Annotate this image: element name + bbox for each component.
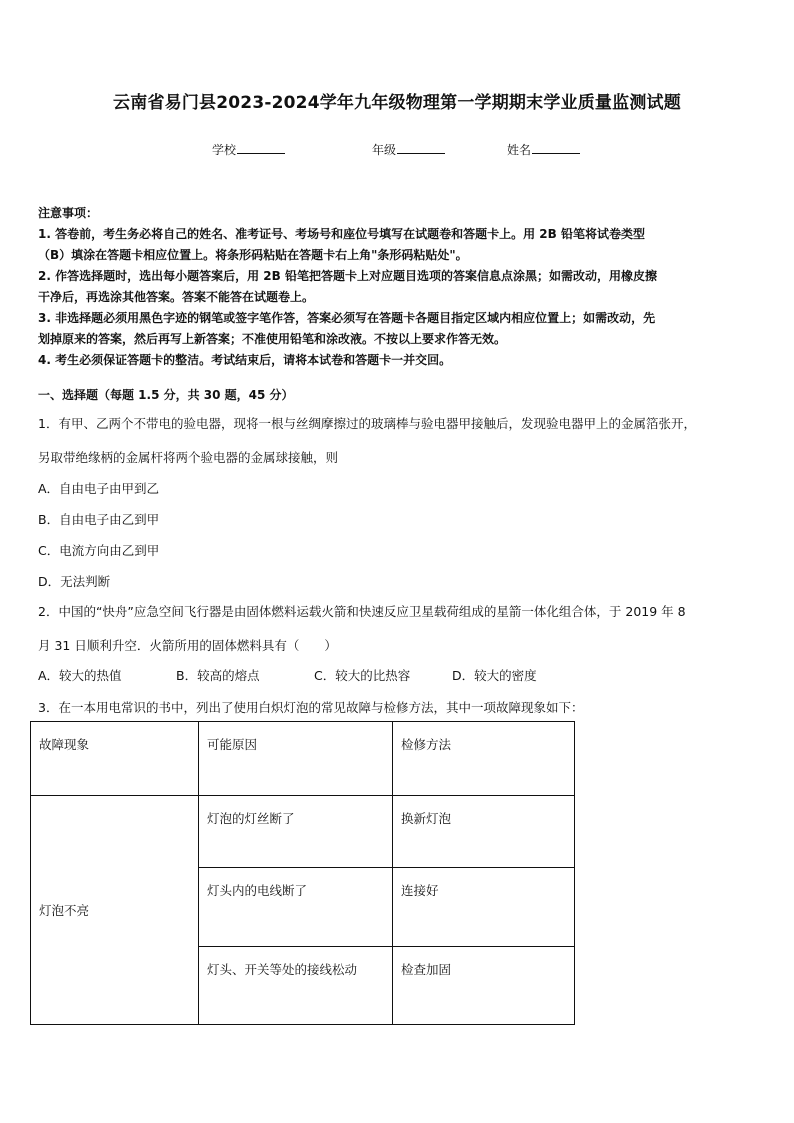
question-1	[38, 407, 760, 475]
note-1-line-1: 1. 答卷前，考生务必将自己的姓名、准考证号、考场号和座位号填写在试题卷和答题卡上。用 2B 铅笔将试卷类型	[38, 227, 645, 241]
q2-option-d[interactable]: D．较大的密度	[452, 668, 537, 683]
name-blank[interactable]	[532, 142, 580, 154]
q1-option-d[interactable]: D．无法判断	[38, 574, 111, 589]
question-1-line-1: 1．有甲、乙两个不带电的验电器，现将一根与丝绸摩擦过的玻璃棒与验电器甲接触后，发现验电器甲上的金属箔张开，	[38, 416, 696, 431]
question-2	[38, 595, 760, 663]
q1-option-c[interactable]: C．电流方向由乙到甲	[38, 543, 160, 558]
note-3-line-1: 3. 非选择题必须用黑色字迹的钢笔或签字笔作答，答案必须写在答题卡各题目指定区域内相应位置上；如需改动，先	[38, 311, 656, 325]
q1-option-b[interactable]: B．自由电子由乙到甲	[38, 512, 160, 527]
question-3-stem: 3．在一本用电常识的书中，列出了使用白炽灯泡的常见故障与检修方法，其中一项故障现象如下：	[38, 700, 584, 715]
question-1-line-2: 另取带绝缘柄的金属杆将两个验电器的金属球接触，则	[38, 450, 339, 465]
school-blank[interactable]	[237, 142, 285, 154]
grade-label: 年级	[372, 143, 397, 157]
fault-table	[30, 721, 575, 1025]
cause-cell-2: 灯头内的电线断了	[199, 868, 393, 947]
header-cause: 可能原因	[199, 722, 393, 796]
q1-option-a[interactable]: A．自由电子由甲到乙	[38, 481, 160, 496]
school-label: 学校	[212, 143, 237, 157]
section-title: 一、选择题（每题 1.5 分，共 30 题，45 分）	[38, 388, 294, 402]
note-1-line-2: （B）填涂在答题卡相应位置上。将条形码粘贴在答题卡右上角"条形码粘贴处"。	[38, 248, 468, 262]
question-2-line-1: 2．中国的“快舟”应急空间飞行器是由固体燃料运载火箭和快速反应卫星载荷组成的星箭一体化组合体，于 2019 年 8	[38, 604, 686, 619]
name-label: 姓名	[507, 143, 532, 157]
student-info-row	[0, 141, 794, 161]
cause-cell-1: 灯泡的灯丝断了	[199, 796, 393, 868]
repair-cell-2: 连接好	[393, 868, 575, 947]
notes-heading: 注意事项：	[38, 206, 99, 220]
q2-option-c[interactable]: C．较大的比热容	[314, 668, 411, 683]
table-row	[31, 796, 575, 868]
repair-cell-3: 检查加固	[393, 947, 575, 1025]
question-2-line-2: 月 31 日顺利升空．火箭所用的固体燃料具有（ ）	[38, 638, 337, 653]
school-field	[212, 141, 285, 158]
q2-option-a[interactable]: A．较大的热值	[38, 668, 122, 683]
q2-option-b[interactable]: B．较高的熔点	[176, 668, 260, 683]
cause-cell-3: 灯头、开关等处的接线松动	[199, 947, 393, 1025]
note-2-line-1: 2. 作答选择题时，选出每小题答案后，用 2B 铅笔把答题卡上对应题目选项的答案信息点涂黑；如需改动，用橡皮擦	[38, 269, 657, 283]
table-header-row	[31, 722, 575, 796]
exam-title: 云南省易门县2023-2024学年九年级物理第一学期期末学业质量监测试题	[113, 93, 681, 113]
note-4: 4. 考生必须保证答题卡的整洁。考试结束后，请将本试卷和答题卡一并交回。	[38, 353, 452, 367]
repair-cell-1: 换新灯泡	[393, 796, 575, 868]
name-field	[507, 141, 580, 158]
grade-blank[interactable]	[397, 142, 445, 154]
q2-options	[38, 666, 638, 684]
header-phenomenon: 故障现象	[31, 722, 199, 796]
header-repair: 检修方法	[393, 722, 575, 796]
exam-notes	[38, 203, 760, 371]
phenomenon-cell: 灯泡不亮	[31, 796, 199, 1025]
note-3-line-2: 划掉原来的答案，然后再写上新答案；不准使用铅笔和涂改液。不按以上要求作答无效。	[38, 332, 507, 346]
note-2-line-2: 干净后，再选涂其他答案。答案不能答在试题卷上。	[38, 290, 315, 304]
grade-field	[372, 141, 445, 158]
